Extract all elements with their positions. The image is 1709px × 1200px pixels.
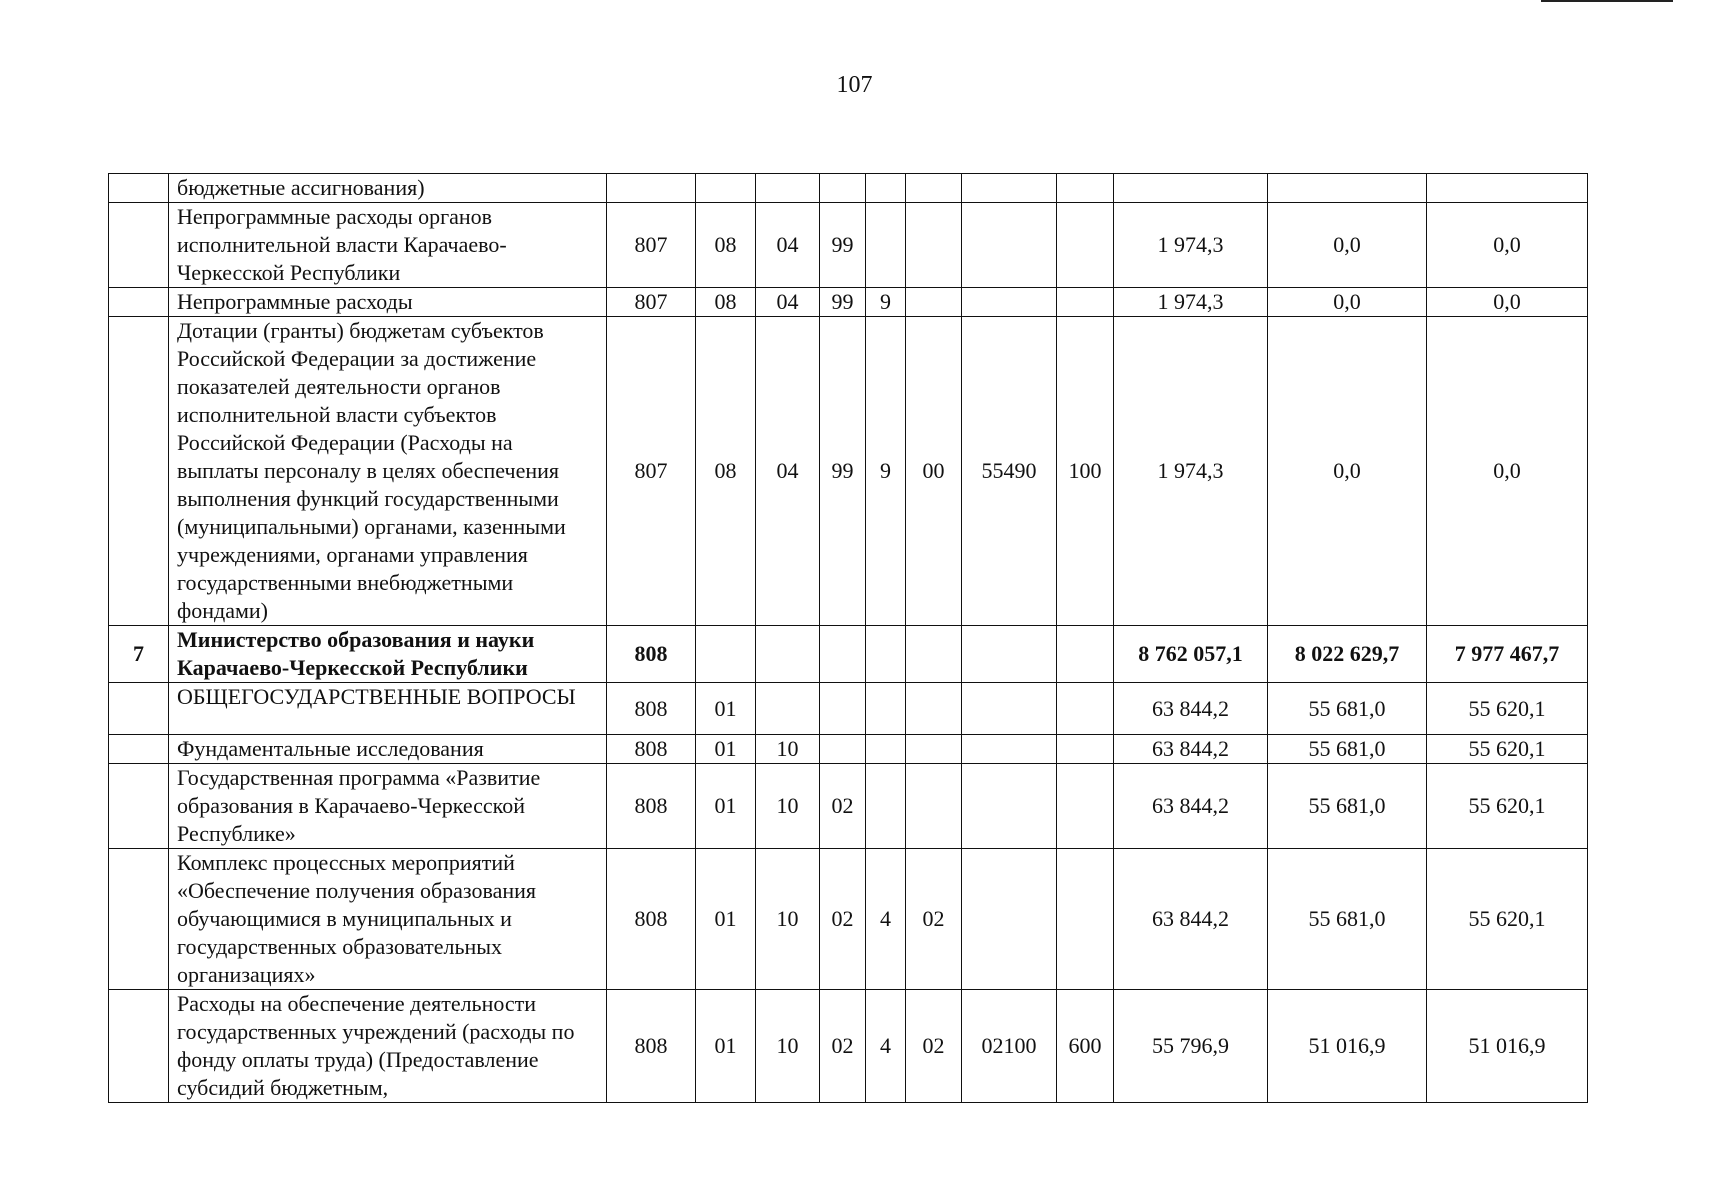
row-description: Комплекс процессных мероприятий «Обеспечение получения образования обучающимися в муниципальных и государственных образовательных организациях» [169,849,607,990]
code-subsection: 10 [756,735,820,764]
code-measure [906,174,962,203]
code-program [820,735,866,764]
amount-year-3: 55 620,1 [1427,849,1588,990]
table-row [109,203,1588,288]
amount-year-2: 0,0 [1268,288,1427,317]
code-measure [906,626,962,683]
code-subprogram: 9 [866,288,906,317]
code-section [696,174,756,203]
table-row [109,626,1588,683]
amount-year-3: 55 620,1 [1427,735,1588,764]
code-subprogram: 4 [866,990,906,1103]
amount-year-1: 63 844,2 [1114,849,1268,990]
code-subprogram: 4 [866,849,906,990]
amount-year-1: 63 844,2 [1114,735,1268,764]
code-expense-type [1057,288,1114,317]
code-expense-type [1057,203,1114,288]
row-number [109,203,169,288]
amount-year-2: 51 016,9 [1268,990,1427,1103]
code-section: 08 [696,288,756,317]
row-number [109,683,169,735]
corner-rule [1541,0,1673,2]
amount-year-3: 0,0 [1427,317,1588,626]
budget-table [108,173,1588,1103]
amount-year-2 [1268,174,1427,203]
code-program: 99 [820,317,866,626]
code-measure: 00 [906,317,962,626]
row-number [109,849,169,990]
row-description: Расходы на обеспечение деятельности государственных учреждений (расходы по фонду оплаты труда) (Предоставление субсидий бюджетным, [169,990,607,1103]
amount-year-2: 0,0 [1268,317,1427,626]
code-measure [906,764,962,849]
code-program: 99 [820,288,866,317]
table-row [109,174,1588,203]
amount-year-3: 55 620,1 [1427,683,1588,735]
amount-year-3: 51 016,9 [1427,990,1588,1103]
row-number [109,174,169,203]
amount-year-2: 0,0 [1268,203,1427,288]
code-section [696,626,756,683]
code-section: 01 [696,735,756,764]
amount-year-1: 1 974,3 [1114,288,1268,317]
code-measure [906,288,962,317]
code-subprogram [866,174,906,203]
row-description: Государственная программа «Развитие образования в Карачаево-Черкесской Республике» [169,764,607,849]
amount-year-1: 1 974,3 [1114,317,1268,626]
code-section: 08 [696,317,756,626]
code-subprogram [866,683,906,735]
code-ministry: 808 [607,764,696,849]
code-expense-type [1057,174,1114,203]
code-subprogram [866,626,906,683]
code-section: 01 [696,764,756,849]
code-subsection: 04 [756,203,820,288]
row-description: Министерство образования и науки Карачаево-Черкесской Республики [169,626,607,683]
code-program: 02 [820,764,866,849]
code-ministry: 807 [607,203,696,288]
table-row [109,735,1588,764]
code-direction [962,174,1057,203]
code-subsection: 04 [756,288,820,317]
code-ministry: 807 [607,317,696,626]
page-number: 107 [836,72,873,98]
row-number [109,317,169,626]
code-section: 08 [696,203,756,288]
row-number [109,288,169,317]
amount-year-3: 0,0 [1427,288,1588,317]
code-expense-type [1057,683,1114,735]
amount-year-2: 8 022 629,7 [1268,626,1427,683]
amount-year-3: 55 620,1 [1427,764,1588,849]
code-section: 01 [696,990,756,1103]
table-row [109,990,1588,1103]
code-measure [906,735,962,764]
table-row [109,288,1588,317]
code-ministry: 807 [607,288,696,317]
code-ministry [607,174,696,203]
code-subprogram [866,764,906,849]
code-expense-type [1057,764,1114,849]
code-subsection [756,174,820,203]
row-number [109,990,169,1103]
code-ministry: 808 [607,626,696,683]
code-measure [906,203,962,288]
amount-year-1: 55 796,9 [1114,990,1268,1103]
row-description: Непрограммные расходы органов исполнительной власти Карачаево-Черкесской Республики [169,203,607,288]
amount-year-1: 8 762 057,1 [1114,626,1268,683]
row-number [109,764,169,849]
code-expense-type: 600 [1057,990,1114,1103]
amount-year-2: 55 681,0 [1268,764,1427,849]
code-subsection: 10 [756,990,820,1103]
code-direction [962,288,1057,317]
amount-year-1: 1 974,3 [1114,203,1268,288]
code-direction [962,626,1057,683]
code-direction [962,849,1057,990]
code-program: 99 [820,203,866,288]
amount-year-3: 0,0 [1427,203,1588,288]
row-number [109,735,169,764]
code-ministry: 808 [607,990,696,1103]
code-measure: 02 [906,990,962,1103]
code-program [820,174,866,203]
code-expense-type [1057,849,1114,990]
code-expense-type [1057,626,1114,683]
amount-year-1 [1114,174,1268,203]
code-program [820,626,866,683]
code-subprogram [866,735,906,764]
code-direction: 55490 [962,317,1057,626]
row-description: Дотации (гранты) бюджетам субъектов Российской Федерации за достижение показателей деятельности органов исполнительной власти субъектов Российской Федерации (Расходы на выплаты персоналу в целях обеспечения выполнения функций государственными (муниципальными) органами, казенными учреждениями, органами управления государственными внебюджетными фондами) [169,317,607,626]
row-description: Непрограммные расходы [169,288,607,317]
code-subprogram: 9 [866,317,906,626]
code-ministry: 808 [607,735,696,764]
code-subsection: 10 [756,764,820,849]
code-program [820,683,866,735]
table-row [109,849,1588,990]
row-description: ОБЩЕГОСУДАРСТВЕННЫЕ ВОПРОСЫ [169,683,607,735]
code-ministry: 808 [607,683,696,735]
amount-year-1: 63 844,2 [1114,764,1268,849]
code-expense-type: 100 [1057,317,1114,626]
code-program: 02 [820,990,866,1103]
amount-year-2: 55 681,0 [1268,683,1427,735]
amount-year-2: 55 681,0 [1268,849,1427,990]
code-direction [962,683,1057,735]
code-section: 01 [696,683,756,735]
table-row [109,683,1588,735]
code-measure [906,683,962,735]
code-subsection [756,683,820,735]
code-expense-type [1057,735,1114,764]
code-section: 01 [696,849,756,990]
code-direction [962,735,1057,764]
code-direction [962,203,1057,288]
code-direction [962,764,1057,849]
code-subsection: 10 [756,849,820,990]
row-number: 7 [109,626,169,683]
row-description: Фундаментальные исследования [169,735,607,764]
row-description: бюджетные ассигнования) [169,174,607,203]
code-subsection: 04 [756,317,820,626]
amount-year-3 [1427,174,1588,203]
amount-year-2: 55 681,0 [1268,735,1427,764]
table-row [109,317,1588,626]
code-subprogram [866,203,906,288]
code-ministry: 808 [607,849,696,990]
amount-year-3: 7 977 467,7 [1427,626,1588,683]
code-direction: 02100 [962,990,1057,1103]
amount-year-1: 63 844,2 [1114,683,1268,735]
table-row [109,764,1588,849]
code-measure: 02 [906,849,962,990]
code-subsection [756,626,820,683]
code-program: 02 [820,849,866,990]
